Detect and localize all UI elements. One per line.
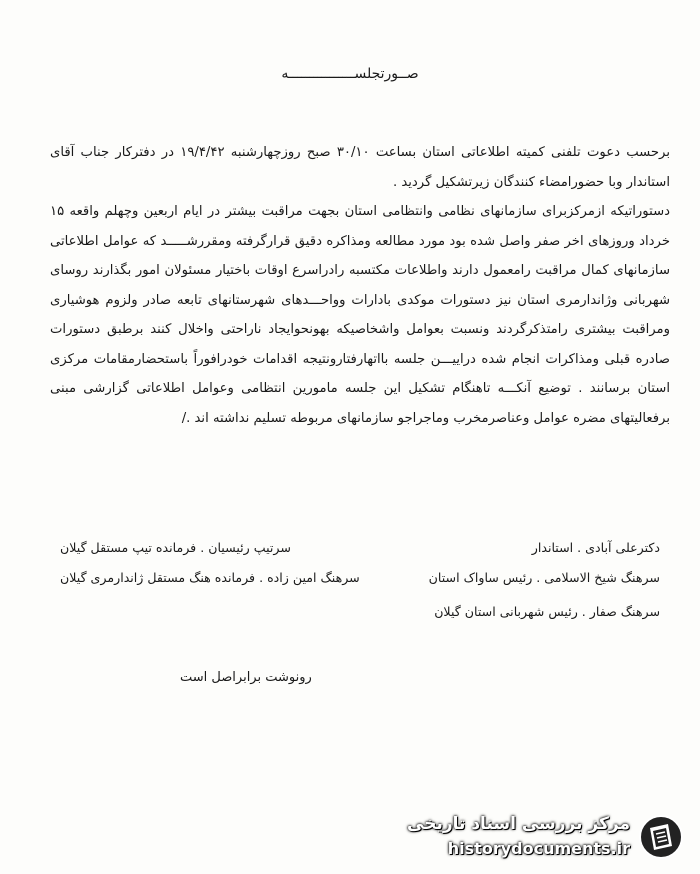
watermark-persian-text: مرکز بررسی اسناد تاریخی xyxy=(407,814,630,834)
document-title: صــورتجلســــــــــــــــه xyxy=(281,66,419,82)
document-body xyxy=(50,138,670,433)
signatories-block xyxy=(60,534,660,644)
signatory-police-chief: سرهنگ صفار . رئیس شهربانی استان گیلان xyxy=(434,604,660,619)
watermark xyxy=(398,812,686,862)
paragraph-2: دستوراتیکه ازمرکزبرای سازمانهای نظامی وانتظامی استان بجهت مراقبت بیشتر در ایام اربعین وچهلم واقعه ۱۵ خرداد وروزهای اخر صفر واصل شده بود مورد مطالعه ومذاکره دقیق قرارگرفته ومقررشـــــد که عوامل اطلاعاتی سازمانهای کمال مراقبت رامعمول دارند واطلاعات مکتسبه رادراسرع اوقات باختیار مسئولان امور بگذارند روسای شهربانی وژاندارمری استان نیز دستورات موکدی بادارات وواحـــدهای شهرستانهای تابعه صادر ولزوم هوشیاری ومراقبت بیشتری رامتذکرگردند ونسبت بعوامل واشخاصیکه بهونحوایجاد ناراحتی واخلال کنند برطبق دستورات صادره قبلی ومذاکرات انجام شده دراییـــن جلسه بااتهارفتارونتیجه اقدامات خودرافوراً باستحضارمقامات مرکزی استان برسانند . توضیع آنکـــه تاهنگام تشکیل این جلسه مامورین انتظامی وعوامل اطلاعاتی گزارشی مبنی برفعالیتهای مضره عوامل وعناصرمخرب وماجراجو سازمانهای مربوطه تسلیم نداشته اند ./ xyxy=(50,204,670,426)
document-archive-logo-icon xyxy=(638,814,684,860)
signatory-savak-chief: سرهنگ شیخ الاسلامی . رئیس ساواک استان xyxy=(428,570,660,585)
watermark-url-text: historydocuments.ir xyxy=(447,839,630,858)
signatory-brigade-commander: سرتیپ رئیسیان . فرمانده تیپ مستقل گیلان xyxy=(60,540,291,555)
true-copy-note: رونوشت برابراصل است xyxy=(180,670,312,685)
signatory-governor: دکترعلی آبادی . استاندار xyxy=(531,540,660,555)
paragraph-1: برحسب دعوت تلفنی کمیته اطلاعاتی استان بساعت ۳۰/۱۰ صبح روزچهارشنبه ۱۹/۴/۴۲ در دفترکار جناب آقای استاندار وبا حضورامضاء کنندگان زیرتشکیل گردید . xyxy=(50,145,671,190)
signatory-gendarmerie-commander: سرهنگ امین زاده . فرمانده هنگ مستقل ژاندارمری گیلان xyxy=(60,570,360,585)
